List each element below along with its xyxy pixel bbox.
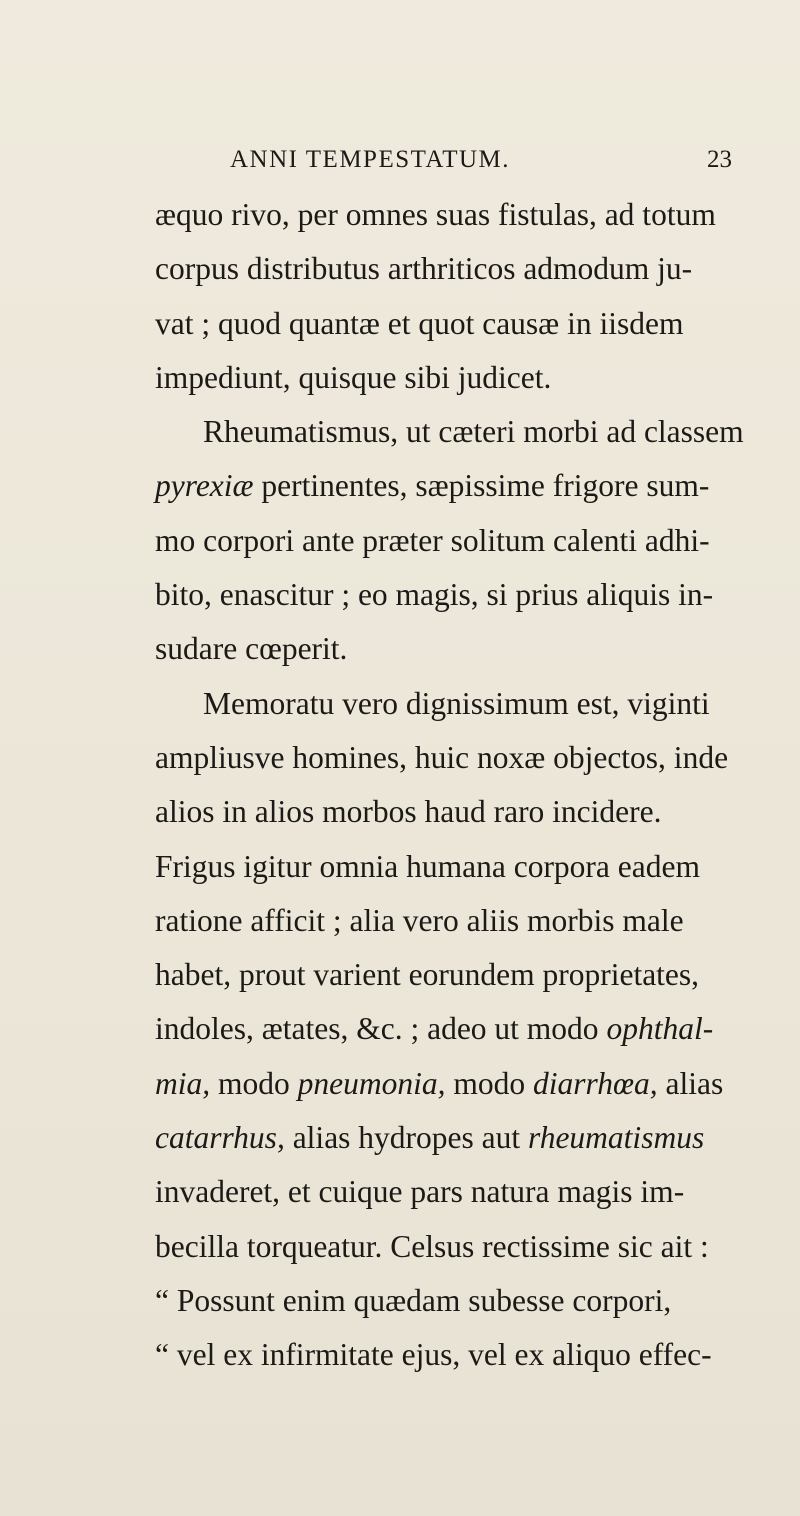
text-run: bito, enascitur ; eo magis, si prius aliquis in-: [155, 577, 714, 613]
text-run: pertinentes, sæpissime frigore sum-: [253, 468, 710, 504]
text-line: [155, 1220, 795, 1274]
text-line: [155, 840, 795, 894]
page-number: 23: [707, 146, 732, 173]
text-run: alios in alios morbos haud raro incidere.: [155, 794, 662, 830]
italic-term: pyrexiæ: [155, 468, 254, 504]
text-line: [155, 1111, 795, 1165]
text-line: [155, 351, 795, 405]
text-run: corpus distributus arthriticos admodum ju-: [155, 251, 693, 287]
italic-term: mia,: [155, 1065, 211, 1101]
text-line: [155, 731, 795, 785]
text-run: habet, prout varient eorundem proprietates,: [155, 957, 700, 993]
text-line: [155, 514, 795, 568]
text-run: ampliusve homines, huic noxæ objectos, inde: [155, 739, 729, 775]
text-run: modo: [445, 1065, 534, 1101]
text-line: [155, 622, 795, 676]
italic-term: rheumatismus: [528, 1120, 705, 1156]
italic-term: ophthal-: [606, 1011, 714, 1047]
running-head: [0, 140, 800, 180]
text-run: becilla torqueatur. Celsus rectissime sic ait :: [155, 1228, 709, 1264]
text-line: [155, 1274, 795, 1328]
text-line: [155, 1002, 795, 1056]
text-line: [155, 785, 795, 839]
text-run: alias hydropes aut: [284, 1120, 529, 1156]
text-line: [155, 188, 795, 242]
text-line: [155, 1165, 795, 1219]
text-run: Rheumatismus, ut cæteri morbi ad classem: [203, 414, 744, 450]
text-line: [155, 894, 795, 948]
body-text: [155, 188, 795, 1383]
text-line: [155, 297, 795, 351]
text-line: [155, 1057, 795, 1111]
text-run: “ Possunt enim quædam subesse corpori,: [155, 1282, 672, 1318]
text-run: ratione afficit ; alia vero aliis morbis male: [155, 902, 684, 938]
text-line: [155, 459, 795, 513]
text-run: mo corpori ante præter solitum calenti adhi-: [155, 522, 710, 558]
text-line: [155, 568, 795, 622]
text-run: Frigus igitur omnia humana corpora eadem: [155, 848, 700, 884]
running-title: ANNI TEMPESTATUM.: [230, 146, 510, 173]
italic-term: catarrhus,: [155, 1120, 285, 1156]
text-line: [155, 1328, 795, 1382]
text-line: [155, 405, 795, 459]
text-run: sudare cœperit.: [155, 631, 348, 667]
text-run: impediunt, quisque sibi judicet.: [155, 359, 552, 395]
text-run: “ vel ex infirmitate ejus, vel ex aliquo effec-: [155, 1337, 712, 1373]
text-run: Memoratu vero dignissimum est, viginti: [203, 685, 710, 721]
text-line: [155, 677, 795, 731]
italic-term: diarrhœa,: [533, 1065, 658, 1101]
text-run: indoles, ætates, &c. ; adeo ut modo: [155, 1011, 607, 1047]
text-run: alias: [657, 1065, 724, 1101]
text-run: modo: [210, 1065, 298, 1101]
text-line: [155, 242, 795, 296]
text-run: invaderet, et cuique pars natura magis im-: [155, 1174, 685, 1210]
text-run: vat ; quod quantæ et quot causæ in iisdem: [155, 305, 684, 341]
text-line: [155, 948, 795, 1002]
italic-term: pneumonia,: [297, 1065, 446, 1101]
text-run: æquo rivo, per omnes suas fistulas, ad totum: [155, 197, 716, 232]
